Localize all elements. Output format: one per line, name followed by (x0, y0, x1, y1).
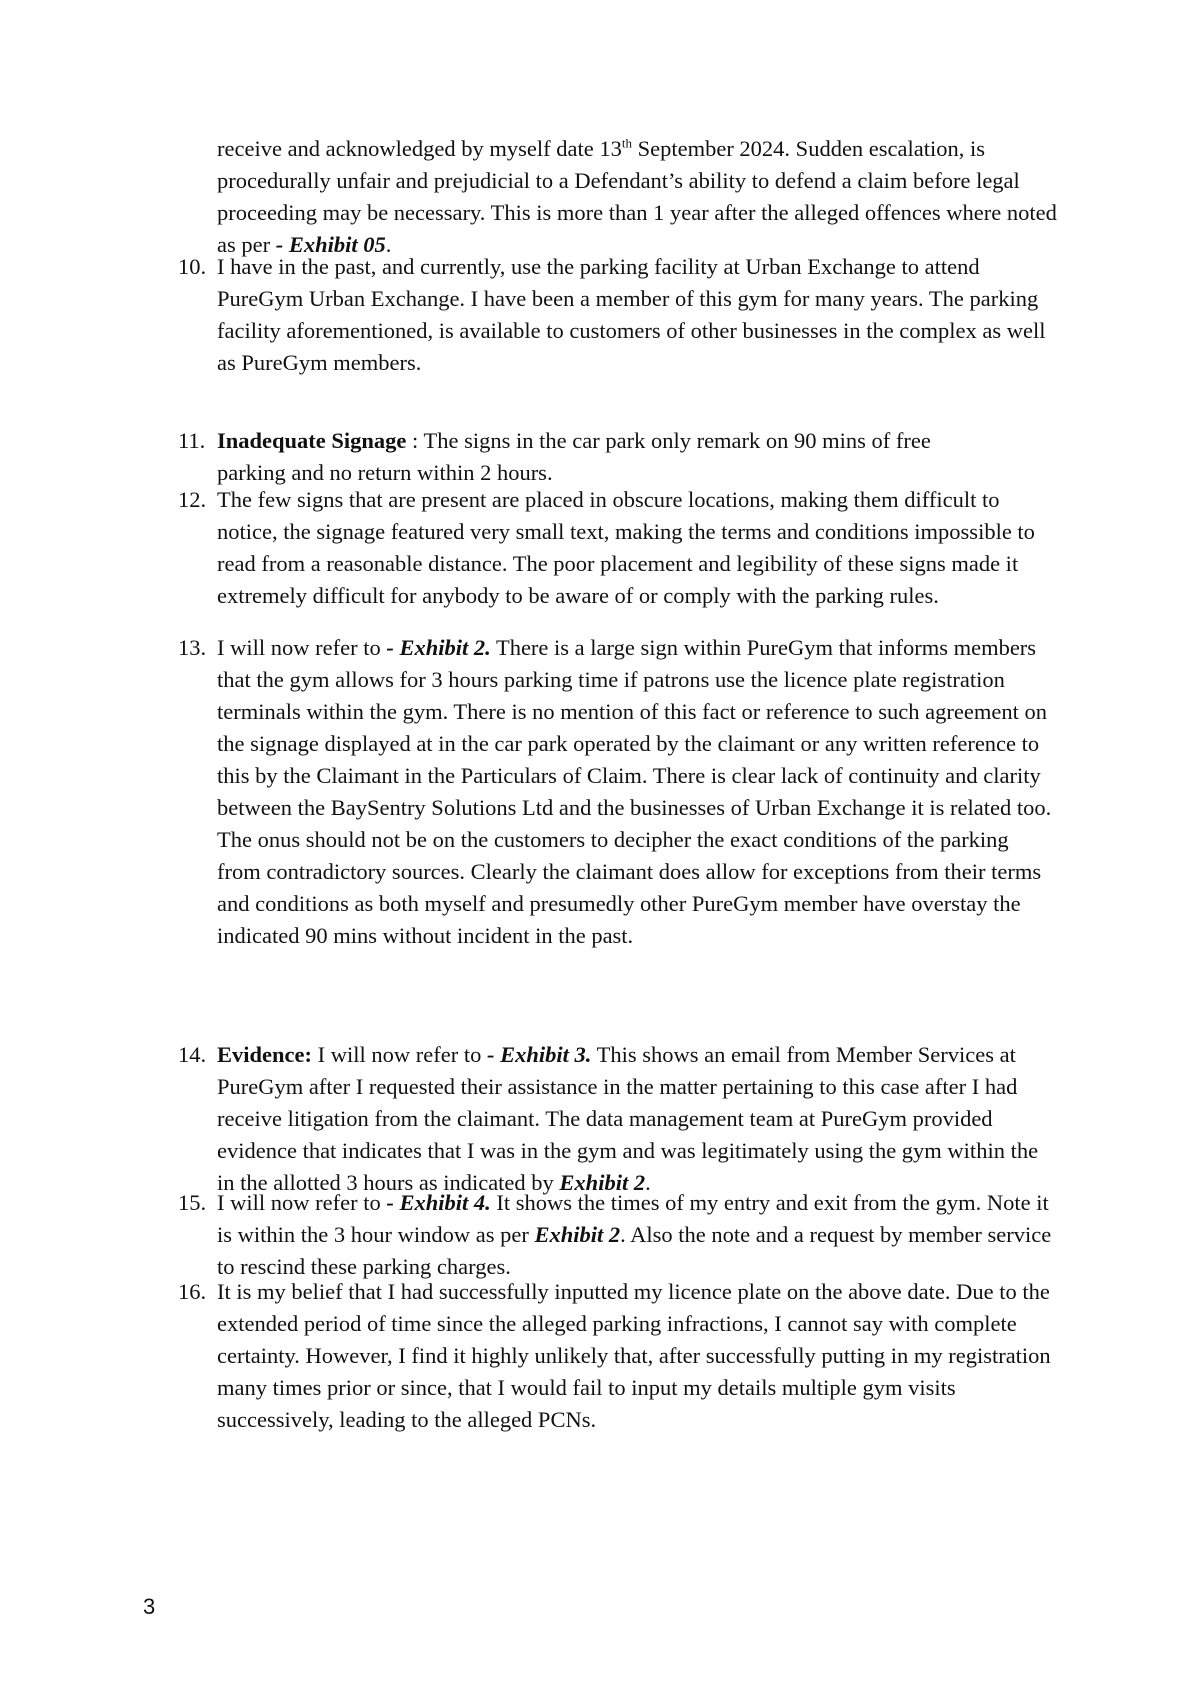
item-text-lead: I will now refer to (312, 1042, 487, 1067)
exhibit-reference: Exhibit 2 (559, 1170, 646, 1195)
item-text-end: . (645, 1170, 651, 1195)
item-text: The few signs that are present are placed in obscure locations, making them difficult to notice, the signage featured very small text, making the terms and conditions impossible to read from a reasonable distance. The poor placement and legibility of these signs made it extremely difficult for anybody to be aware of or comply with the parking rules. (217, 487, 1035, 608)
item-text-content: It shows the times of my entry and exit from the gym. Note it is within the 3 hour window as per (217, 1190, 1049, 1247)
item-text-content: This shows an email from Member Services at PureGym after I requested their assistance in the matter pertaining to this case after I had receive litigation from the claimant. The data management team at PureGym provided evidence that indicates that I was in the gym and was legitimately using the gym within the in the allotted 3 hours as indicated by (217, 1042, 1039, 1195)
ordinal-suffix: th (621, 135, 632, 151)
intro-end: . (385, 232, 392, 257)
list-item-12 (178, 484, 1058, 612)
list-item-13 (178, 632, 1058, 952)
list-item-10 (178, 251, 1058, 379)
exhibit-reference: - Exhibit 4. (386, 1190, 491, 1215)
exhibit-reference: - Exhibit 2. (386, 635, 491, 660)
item-text-content: There is a large sign within PureGym that informs members that the gym allows for 3 hours parking time if patrons use the licence plate registration terminals within the gym. There is no mention of this fact or reference to such agreement on the signage displayed at in the car park operated by the claimant or any written reference to this by the Claimant in the Particulars of Claim. There is clear lack of continuity and clarity between the BaySentry Solutions Ltd and the businesses of Urban Exchange it is related too. The onus should not be on the customers to decipher the exact conditions of the parking from contradictory sources. Clearly the claimant does allow for exceptions from their terms and conditions as both myself and presumedly other PureGym member have overstay the indicated 90 mins without incident in the past. (217, 635, 1052, 948)
exhibit-reference: Exhibit 2 (534, 1222, 621, 1247)
item-number: 11. (178, 428, 206, 453)
item-text (217, 425, 937, 489)
item-number: 15. (178, 1190, 207, 1215)
continuation-paragraph (217, 133, 1057, 261)
list-item-15 (178, 1187, 1058, 1283)
intro-text: receive and acknowledged by myself date 13 (217, 136, 622, 161)
item-text (217, 632, 1057, 952)
page-number: 3 (143, 1594, 156, 1619)
item-number: 16. (178, 1279, 207, 1304)
list-item-14 (178, 1039, 1058, 1199)
item-number: 13. (178, 635, 207, 660)
intro-text-continued: September 2024. Sudden escalation, is procedurally unfair and prejudicial to a Defendant’s ability to defend a claim before legal proceeding may be necessary. This is more than 1 year after the alleged offences where noted as per (217, 136, 1057, 257)
list-item-16 (178, 1276, 1058, 1436)
section-heading: Inadequate Signage (217, 428, 407, 453)
item-text: I have in the past, and currently, use the parking facility at Urban Exchange to attend PureGym Urban Exchange. I have been a member of this gym for many years. The parking facility aforementioned, is available to customers of other businesses in the complex as well as PureGym members. (217, 254, 1046, 375)
item-number: 10. (178, 254, 207, 279)
item-text (217, 1187, 1057, 1283)
item-text-end: . Also the note and a request by member service to rescind these parking charges. (217, 1222, 1052, 1279)
item-text (217, 1039, 1057, 1199)
exhibit-reference: - Exhibit 3. (486, 1042, 592, 1067)
item-text-lead: I will now refer to (217, 635, 387, 660)
item-text-content: : The signs in the car park only remark on 90 mins of free parking and no return within 2 hours. (217, 428, 931, 485)
item-number: 12. (178, 487, 207, 512)
section-heading: Evidence: (217, 1042, 312, 1067)
item-number: 14. (178, 1042, 207, 1067)
list-item-11 (178, 425, 1058, 489)
item-text-lead: I will now refer to (217, 1190, 387, 1215)
exhibit-reference: - Exhibit 05 (275, 232, 386, 257)
item-text: It is my belief that I had successfully inputted my licence plate on the above date. Due to the extended period of time since the alleged parking infractions, I cannot say with complete certainty. However, I find it highly unlikely that, after successfully putting in my registration many times prior or since, that I would fail to input my details multiple gym visits successively, leading to the alleged PCNs. (217, 1279, 1051, 1432)
